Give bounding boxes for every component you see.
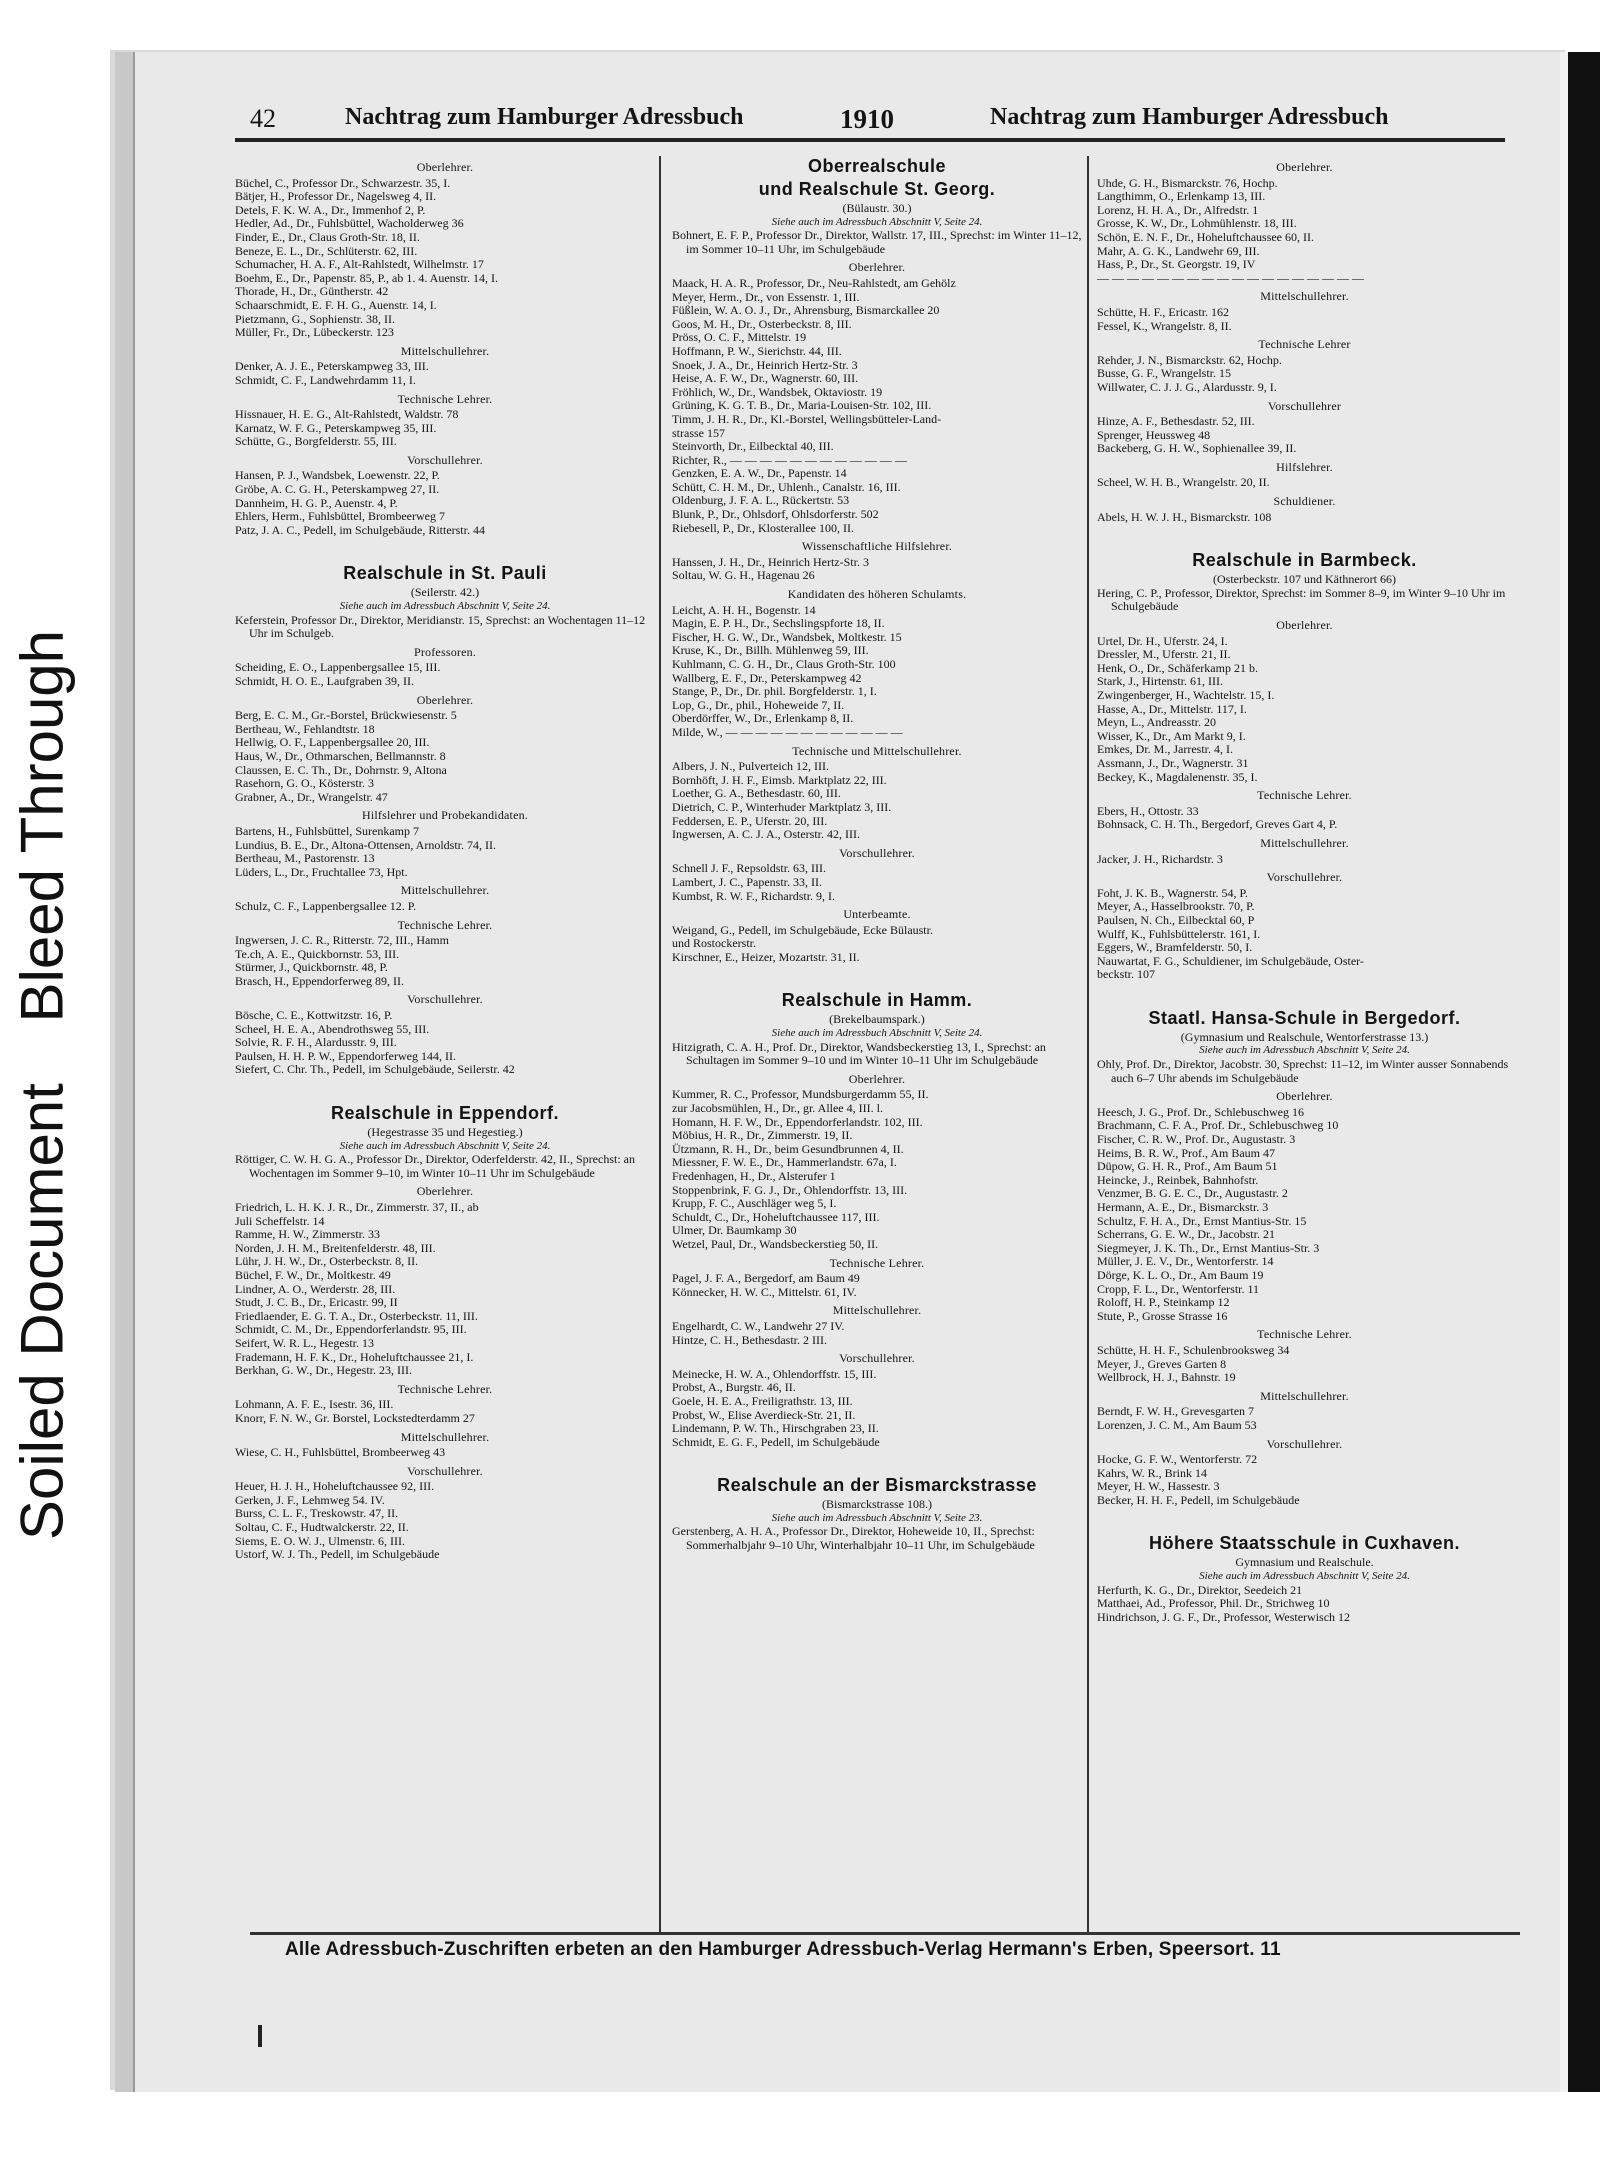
directory-entry: Beneze, E. L., Dr., Schlüterstr. 62, III.	[235, 244, 418, 258]
directory-entry: zur Jacobsmühlen, H., Dr., gr. Allee 4, III. l.	[672, 1102, 883, 1116]
directory-entry: Hermann, A. E., Dr., Bismarckstr. 3	[1097, 1201, 1269, 1214]
directory-entry: Oberdörffer, W., Dr., Erlenkamp 8, II.	[672, 712, 854, 726]
section-heading: Mittelschullehrer.	[832, 1303, 922, 1318]
directory-entry: Müller, J. E. V., Dr., Wentorferstr. 14	[1097, 1255, 1274, 1269]
directory-entry: Hissnauer, H. E. G., Alt-Rahlstedt, Waldstr. 78	[235, 408, 459, 422]
school-address: Gymnasium und Realschule.	[1235, 1555, 1374, 1570]
section-heading: Mittelschullehrer.	[1260, 1388, 1349, 1403]
directory-entry: Hintze, C. H., Bethesdastr. 2 III.	[672, 1333, 827, 1347]
directory-entry: Lohmann, A. F. E., Isestr. 36, III.	[235, 1398, 394, 1412]
directory-entry: Gerken, J. F., Lehmweg 54. IV.	[235, 1493, 385, 1507]
directory-entry: Paulsen, H. H. P. W., Eppendorferweg 144, II.	[235, 1049, 456, 1063]
directory-entry: Schnell J. F., Repsoldstr. 63, III.	[672, 862, 827, 876]
section-heading: Vorschullehrer.	[839, 1351, 915, 1366]
section-heading: Vorschullehrer.	[1266, 1436, 1343, 1451]
directory-entry: Brachmann, C. F. A., Prof. Dr., Schlebuschweg 10	[1097, 1119, 1339, 1133]
directory-entry: Frademann, H. F. K., Dr., Hoheluftchaussee 21, I.	[235, 1350, 474, 1364]
directory-entry: Norden, J. H. M., Breitenfelderstr. 48, III.	[235, 1241, 436, 1255]
directory-entry: Pagel, J. F. A., Bergedorf, am Baum 49	[672, 1272, 860, 1286]
director-entry: Bohnert, E. F. P., Professor Dr., Direktor, Wallstr. 17, III., Sprechst: im Winter 11–12, im Sommer 10–11 Uhr, im Schulgebäude	[672, 228, 1082, 256]
directory-entry: Hindrichson, J. G. F., Dr., Professor, Westerwisch 12	[1097, 1610, 1351, 1624]
section-heading: Wissenschaftliche Hilfslehrer.	[801, 539, 953, 554]
cross-reference-note: Siehe auch im Adressbuch Abschnitt V, Seite 24.	[339, 600, 551, 613]
school-heading: Oberrealschule	[807, 156, 947, 176]
directory-entry: und Rostockerstr.	[672, 937, 756, 951]
school-heading: Realschule an der Bismarckstrasse	[717, 1475, 1037, 1496]
directory-entry: Busse, G. F., Wrangelstr. 15	[1097, 367, 1231, 381]
directory-entry: Hasse, A., Dr., Mittelstr. 117, I.	[1097, 702, 1247, 716]
directory-entry: Füßlein, W. A. O. J., Dr., Ahrensburg, Bismarckallee 20	[672, 304, 940, 318]
section-heading: Technische Lehrer.	[1257, 1327, 1352, 1342]
directory-entry: Schmidt, H. O. E., Laufgraben 39, II.	[235, 675, 414, 688]
directory-entry: Fredenhagen, H., Dr., Alsterufer 1	[672, 1170, 836, 1183]
directory-entry: Goos, M. H., Dr., Osterbeckstr. 8, III.	[672, 317, 852, 331]
directory-entry: Bohnsack, C. H. Th., Bergedorf, Greves Gart 4, P.	[1097, 818, 1338, 832]
directory-entry: Lühr, J. H. W., Dr., Osterbeckstr. 8, II.	[235, 1255, 419, 1269]
section-heading: Oberlehrer.	[416, 1184, 474, 1199]
cross-reference-note: Siehe auch im Adressbuch Abschnitt V, Seite 24.	[1199, 1044, 1410, 1057]
directory-entry: Schumacher, H. A. F., Alt-Rahlstedt, Wilhelmstr. 17	[235, 258, 484, 272]
column-divider	[1087, 156, 1089, 1934]
directory-entry: Dressler, M., Uferstr. 21, II.	[1097, 648, 1231, 662]
directory-entry: Maack, H. A. R., Professor, Dr., Neu-Rahlstedt, am Gehölz	[672, 276, 956, 290]
directory-entry: Dannheim, H. G. P., Auenstr. 4, P.	[235, 496, 398, 510]
section-heading: Hilfslehrer und Probekandidaten.	[361, 808, 529, 823]
directory-entry: Karnatz, W. F. G., Peterskampweg 35, III.	[235, 421, 437, 435]
directory-entry: Bertheau, M., Pastorenstr. 13	[235, 852, 375, 866]
directory-entry: Stange, P., Dr., Dr. phil. Borgfelderstr. 1, I.	[672, 685, 877, 699]
header-right-title: Nachtrag zum Hamburger Adressbuch	[990, 104, 1389, 130]
directory-entry: Möbius, H. R., Dr., Zimmerstr. 19, II.	[672, 1129, 853, 1143]
school-heading: und Realschule St. Georg.	[758, 179, 996, 199]
directory-entry: Gröbe, A. C. G. H., Peterskampweg 27, II.	[235, 483, 440, 497]
directory-entry: Miessner, F. W. E., Dr., Hammerlandstr. 67a, I.	[672, 1156, 897, 1170]
directory-entry: Ebers, H., Ottostr. 33	[1097, 804, 1199, 818]
directory-entry: Wallberg, E. F., Dr., Peterskampweg 42	[672, 671, 862, 685]
directory-entry: Berg, E. C. M., Gr.-Borstel, Brückwiesenstr. 5	[235, 709, 457, 723]
section-heading: Oberlehrer.	[848, 260, 906, 275]
directory-entry: Krupp, F. C., Auschläger weg 5, I.	[672, 1197, 837, 1211]
directory-entry: Loether, G. A., Bethesdastr. 60, III.	[672, 787, 841, 801]
directory-entry: Grabner, A., Dr., Wrangelstr. 47	[235, 790, 388, 804]
cross-reference-note: Siehe auch im Adressbuch Abschnitt V, Seite 24.	[771, 215, 983, 228]
side-label-text	[8, 608, 77, 1562]
page-binding-edge	[115, 52, 135, 2092]
directory-entry: — — — — — — — — — — — — — — — — — —	[1097, 271, 1364, 285]
directory-entry: Beckey, K., Magdalenenstr. 35, I.	[1097, 770, 1258, 784]
section-heading: Technische Lehrer.	[397, 917, 493, 932]
section-heading: Mittelschullehrer.	[1260, 835, 1349, 850]
directory-entry: Backeberg, G. H. W., Sophienallee 39, II.	[1097, 442, 1297, 456]
directory-entry: Jacker, J. H., Richardstr. 3	[1097, 852, 1223, 866]
directory-entry: Heuer, H. J. H., Hoheluftchaussee 92, III.	[235, 1480, 435, 1494]
directory-entry: Siems, E. O. W. J., Ulmenstr. 6, III.	[235, 1534, 405, 1548]
directory-entry: Ustorf, W. J. Th., Pedell, im Schulgebäude	[235, 1548, 440, 1562]
section-heading: Technische Lehrer.	[1257, 788, 1352, 803]
directory-entry: Schütte, H. F., Ericastr. 162	[1097, 305, 1230, 319]
section-heading: Technische und Mittelschullehrer.	[792, 743, 962, 758]
directory-entry: Cropp, F. L., Dr., Wentorferstr. 11	[1097, 1282, 1260, 1296]
section-heading: Oberlehrer.	[416, 160, 474, 174]
directory-entry: Müller, Fr., Dr., Lübeckerstr. 123	[235, 326, 394, 340]
publisher-footer: Alle Adressbuch-Zuschriften erbeten an den Hamburger Adressbuch-Verlag Hermann's Erben, Speersort. 11	[285, 1939, 1281, 1960]
directory-entry: Brasch, H., Eppendorferweg 89, II.	[235, 974, 404, 988]
directory-entry: Lindemann, P. W. Th., Hirschgraben 23, II.	[672, 1422, 879, 1436]
directory-entry: Kruse, K., Dr., Billh. Mühlenweg 59, III.	[672, 644, 869, 658]
section-heading: Hilfslehrer.	[1276, 459, 1333, 474]
directory-entry: Schmidt, E. G. F., Pedell, im Schulgebäude	[672, 1435, 880, 1449]
directory-entry: Hedler, Ad., Dr., Fuhlsbüttel, Wacholderweg 36	[235, 217, 464, 231]
directory-entry: Ützmann, R. H., Dr., beim Gesundbrunnen 4, II.	[672, 1142, 904, 1156]
directory-entry: Claussen, E. C. Th., Dr., Dohrnstr. 9, Altona	[235, 763, 447, 777]
directory-entry: Kuhlmann, C. G. H., Dr., Claus Groth-Str. 100	[672, 658, 896, 671]
directory-entry: Meyer, H. W., Hassestr. 3	[1097, 1480, 1220, 1494]
directory-entry: Bartens, H., Fuhlsbüttel, Surenkamp 7	[235, 824, 419, 838]
directory-entry: Grosse, K. W., Dr., Lohmühlenstr. 18, III.	[1097, 217, 1297, 231]
directory-entry: Detels, F. K. W. A., Dr., Immenhof 2, P.	[235, 203, 426, 217]
directory-entry: Schaarschmidt, E. F. H. G., Auenstr. 14, I.	[235, 298, 437, 312]
header-year: 1910	[840, 104, 894, 134]
directory-entry: Schuldt, C., Dr., Hoheluftchaussee 117, III.	[672, 1210, 880, 1224]
directory-entry: Friedlaender, E. G. T. A., Dr., Osterbeckstr. 11, III.	[235, 1309, 478, 1323]
footer-rule	[250, 1932, 1520, 1935]
directory-entry: Stark, J., Hirtenstr. 61, III.	[1097, 675, 1223, 689]
directory-entry: Scheel, W. H. B., Wrangelstr. 20, II.	[1097, 476, 1270, 490]
section-heading: Kandidaten des höheren Schulamts.	[787, 587, 967, 602]
directory-entry: Dörge, K. L. O., Dr., Am Baum 19	[1097, 1268, 1264, 1282]
directory-entry: Meyn, L., Andreasstr. 20	[1097, 716, 1216, 730]
directory-entry: Berndt, F. W. H., Grevesgarten 7	[1097, 1405, 1255, 1419]
section-heading: Mittelschullehrer.	[400, 1429, 490, 1444]
directory-entry: Milde, W., — — — — — — — — — — — —	[672, 725, 903, 739]
section-heading: Oberlehrer.	[416, 692, 474, 707]
section-heading: Vorschullehrer.	[407, 452, 483, 467]
school-address: (Brekelbaumspark.)	[829, 1012, 925, 1027]
section-heading: Professoren.	[413, 644, 477, 659]
directory-entry: Scheiding, E. O., Lappenbergsallee 15, III.	[235, 661, 441, 675]
directory-entry: Hinze, A. F., Bethesdastr. 52, III.	[1097, 415, 1255, 429]
directory-entry: Abels, H. W. J. H., Bismarckstr. 108	[1097, 510, 1272, 524]
directory-entry: beckstr. 107	[1097, 968, 1155, 982]
directory-entry: Timm, J. H. R., Dr., Kl.-Borstel, Wellingsbütteler-Land-	[672, 412, 942, 426]
director-entry: Ohly, Prof. Dr., Direktor, Jacobstr. 30, Sprechst: 11–12, im Winter ausser Sonnabends auch 6–7 Uhr abends im Schulgebäude	[1097, 1057, 1509, 1085]
directory-entry: Weigand, G., Pedell, im Schulgebäude, Ecke Bülaustr.	[672, 923, 933, 937]
section-heading: Oberlehrer.	[1276, 1089, 1333, 1104]
directory-entry: Schön, E. N. F., Dr., Hoheluftchaussee 60, II.	[1097, 230, 1315, 244]
directory-entry: Scheel, H. E. A., Abendrothsweg 55, III.	[235, 1022, 430, 1036]
directory-entry: Emkes, Dr. M., Jarrestr. 4, I.	[1097, 743, 1233, 757]
directory-entry: Bertheau, W., Fehlandtstr. 18	[235, 722, 375, 736]
directory-entry: Schultz, F. H. A., Dr., Ernst Mantius-Str. 15	[1097, 1214, 1307, 1228]
column-left	[235, 156, 655, 1934]
directory-entry: Probst, W., Elise Averdieck-Str. 21, II.	[672, 1408, 856, 1422]
section-heading: Oberlehrer.	[1276, 618, 1333, 633]
directory-entry: Oldenburg, J. F. A. L., Rückertstr. 53	[672, 494, 850, 508]
side-label-part2: Bleed Through	[8, 629, 76, 1023]
directory-entry: Stoppenbrink, F. G. J., Dr., Ohlendorffstr. 13, III.	[672, 1183, 908, 1197]
school-heading: Realschule in Eppendorf.	[330, 1103, 560, 1124]
directory-entry: Boehm, E., Dr., Papenstr. 85, P., ab 1. 4. Auenstr. 14, I.	[235, 271, 498, 285]
section-heading: Mittelschullehrer.	[400, 883, 490, 898]
directory-entry: Bätjer, H., Professor Dr., Nagelsweg 4, II.	[235, 190, 437, 204]
header-left-title: Nachtrag zum Hamburger Adressbuch	[345, 104, 744, 130]
section-heading: Technische Lehrer	[1258, 337, 1351, 352]
directory-entry: Schütte, H. H. F., Schulenbrooksweg 34	[1097, 1343, 1290, 1357]
directory-entry: Meyer, J., Greves Garten 8	[1097, 1357, 1227, 1371]
directory-entry: Albers, J. N., Pulverteich 12, III.	[672, 760, 829, 774]
school-heading: Realschule in Hamm.	[781, 990, 973, 1011]
director-entry: Röttiger, C. W. H. G. A., Professor Dr., Direktor, Oderfelderstr. 42, II., Sprechst: an Wochentagen im Sommer 9–10, im Winter 10–11 Uhr im Schulgebäude	[235, 1152, 635, 1180]
directory-entry: Wisser, K., Dr., Am Markt 9, I.	[1097, 729, 1246, 743]
directory-entry: Te.ch, A. E., Quickbornstr. 53, III.	[235, 947, 400, 961]
directory-entry: Ingwersen, J. C. R., Ritterstr. 72, III., Hamm	[235, 934, 449, 948]
school-address: (Seilerstr. 42.)	[410, 585, 480, 600]
section-heading: Vorschullehrer	[1267, 398, 1342, 413]
scan-bottom-margin	[115, 2092, 1600, 2177]
directory-entry: Meyer, Herm., Dr., von Essenstr. 1, III.	[672, 290, 860, 304]
school-heading: Höhere Staatsschule in Cuxhaven.	[1148, 1533, 1461, 1554]
directory-entry: Kahrs, W. R., Brink 14	[1097, 1466, 1208, 1480]
section-heading: Schuldiener.	[1273, 494, 1336, 509]
directory-entry: Herfurth, K. G., Dr., Direktor, Seedeich 21	[1097, 1583, 1303, 1597]
directory-entry: Heise, A. F. W., Dr., Wagnerstr. 60, III.	[672, 372, 859, 386]
directory-entry: Steinvorth, Dr., Eilbecktal 40, III.	[672, 440, 834, 454]
directory-entry: Lorenzen, J. C. M., Am Baum 53	[1097, 1418, 1257, 1432]
directory-entry: Riebesell, P., Dr., Klosterallee 100, II.	[672, 521, 854, 535]
director-entry: Gerstenberg, A. H. A., Professor Dr., Direktor, Hoheweide 10, II., Sprechst: Sommerhalbjahr 9–10 Uhr, Winterhalbjahr 10–11 Uhr, im Schulgebäude	[672, 1524, 1035, 1553]
directory-entry: Rehder, J. N., Bismarckstr. 62, Hochp.	[1097, 353, 1282, 367]
directory-entry: Lindner, A. O., Werderstr. 28, III.	[235, 1282, 396, 1296]
side-label	[0, 0, 80, 2177]
directory-entry: Wellbrock, H. J., Bahnstr. 19	[1097, 1371, 1236, 1385]
directory-entry: Meinecke, H. W. A., Ohlendorffstr. 15, III.	[672, 1367, 877, 1381]
directory-entry: Engelhardt, C. W., Landwehr 27 IV.	[672, 1319, 845, 1333]
directory-entry: Ramme, H. W., Zimmerstr. 33	[235, 1228, 380, 1242]
directory-entry: Lambert, J. C., Papenstr. 33, II.	[672, 875, 822, 889]
directory-entry: Rasehorn, G. O., Kösterstr. 3	[235, 777, 374, 791]
directory-entry: Bornhöft, J. H. F., Eimsb. Marktplatz 22, III.	[672, 773, 887, 787]
directory-entry: Finder, E., Dr., Claus Groth-Str. 18, II.	[235, 230, 420, 244]
directory-entry: Pröss, O. C. F., Mittelstr. 19	[672, 331, 807, 345]
directory-entry: Scherrans, G. E. W., Dr., Jacobstr. 21	[1097, 1228, 1275, 1242]
directory-entry: Friedrich, L. H. K. J. R., Dr., Zimmerstr. 37, II., ab	[235, 1201, 479, 1214]
directory-entry: Lüders, L., Dr., Fruchtallee 73, Hpt.	[235, 865, 408, 879]
directory-entry: strasse 157	[672, 426, 725, 440]
directory-entry: Fischer, H. G. W., Dr., Wandsbek, Moltkestr. 15	[672, 630, 902, 644]
directory-entry: Dietrich, C. P., Winterhuder Marktplatz 3, III.	[672, 800, 892, 814]
directory-entry: Grüning, K. G. T. B., Dr., Maria-Louisen-Str. 102, III.	[672, 399, 932, 413]
director-entry: Keferstein, Professor Dr., Direktor, Meridianstr. 15, Sprechst: an Wochentagen 11–12 Uhr im Schulgeb.	[235, 612, 646, 641]
directory-entry: Assmann, J., Dr., Wagnerstr. 31	[1097, 756, 1249, 770]
directory-entry: Langthimm, O., Erlenkamp 13, III.	[1097, 190, 1266, 204]
section-heading: Technische Lehrer.	[829, 1255, 925, 1270]
directory-entry: Studt, J. C. B., Dr., Ericastr. 99, II	[235, 1296, 398, 1310]
section-heading: Vorschullehrer.	[839, 845, 915, 860]
section-heading: Mittelschullehrer.	[1260, 289, 1349, 304]
cross-reference-note: Siehe auch im Adressbuch Abschnitt V, Seite 24.	[339, 1139, 551, 1152]
directory-entry: Kirschner, E., Heizer, Mozartstr. 31, II.	[672, 950, 860, 964]
directory-entry: Düpow, G. H. R., Prof., Am Baum 51	[1097, 1160, 1278, 1174]
directory-entry: Wiese, C. H., Fuhlsbüttel, Brombeerweg 43	[235, 1446, 446, 1460]
directory-entry: Soltau, C. F., Hudtwalckerstr. 22, II.	[235, 1521, 409, 1535]
directory-entry: Siegmeyer, J. K. Th., Dr., Ernst Mantius-Str. 3	[1097, 1241, 1320, 1255]
directory-entry: Heims, B. R. W., Prof., Am Baum 47	[1097, 1146, 1276, 1160]
directory-entry: Sprenger, Heussweg 48	[1097, 428, 1211, 442]
school-heading: Realschule in Barmbeck.	[1192, 550, 1417, 571]
directory-entry: Ulmer, Dr. Baumkamp 30	[672, 1224, 797, 1238]
directory-entry: Schulz, C. F., Lappenbergsallee 12. P.	[235, 899, 417, 913]
directory-entry: Hansen, P. J., Wandsbek, Loewenstr. 22, P.	[235, 469, 440, 483]
directory-entry: Berkhan, G. W., Dr., Hegestr. 23, III.	[235, 1364, 412, 1378]
directory-entry: Kumbst, R. W. F., Richardstr. 9, I.	[672, 889, 836, 903]
school-address: (Osterbeckstr. 107 und Käthnerort 66)	[1213, 572, 1396, 587]
directory-entry: Hocke, G. F. W., Wentorferstr. 72	[1097, 1453, 1258, 1467]
directory-entry: Thorade, H., Dr., Güntherstr. 42	[235, 285, 389, 299]
directory-entry: Hanssen, J. H., Dr., Heinrich Hertz-Str. 3	[672, 555, 869, 569]
directory-entry: Kummer, R. C., Professor, Mundsburgerdamm 55, II.	[672, 1088, 929, 1102]
directory-entry: Mahr, A. G. K., Landwehr 69, III.	[1097, 244, 1260, 258]
directory-entry: Blunk, P., Dr., Ohlsdorf, Ohlsdorferstr. 502	[672, 508, 879, 522]
section-heading: Vorschullehrer.	[407, 1463, 483, 1478]
directory-entry: Schütte, G., Borgfelderstr. 55, III.	[235, 435, 397, 449]
directory-entry: Seifert, W. R. L., Hegestr. 13	[235, 1336, 374, 1350]
page-header	[250, 100, 1500, 140]
directory-entry: Könnecker, H. W. C., Mittelstr. 61, IV.	[672, 1285, 857, 1299]
directory-entry: Uhde, G. H., Bismarckstr. 76, Hochp.	[1097, 176, 1278, 190]
section-heading: Vorschullehrer.	[407, 992, 483, 1007]
school-heading: Realschule in St. Pauli	[343, 563, 547, 584]
directory-entry: Schütt, C. H. M., Dr., Uhlenh., Canalstr. 16, III.	[672, 480, 901, 494]
directory-entry: Juli Scheffelstr. 14	[235, 1214, 325, 1228]
scan-mark	[258, 2025, 262, 2047]
directory-entry: Wetzel, Paul, Dr., Wandsbeckerstieg 50, II.	[672, 1237, 879, 1251]
directory-entry: Hellwig, O. F., Lappenbergsallee 20, III.	[235, 736, 430, 750]
section-heading: Vorschullehrer.	[1266, 870, 1343, 885]
directory-entry: Soltau, W. G. H., Hagenau 26	[672, 569, 815, 583]
directory-entry: Fischer, C. R. W., Prof. Dr., Augustastr. 3	[1097, 1133, 1296, 1147]
directory-entry: Magin, E. P. H., Dr., Sechslingspforte 18, II.	[672, 617, 885, 631]
column-divider	[659, 156, 661, 1934]
director-entry: Hering, C. P., Professor, Direktor, Sprechst: im Sommer 8–9, im Winter 9–10 Uhr im Schulgebäude	[1097, 585, 1506, 614]
directory-entry: Hoffmann, P. W., Sierichstr. 44, III.	[672, 344, 842, 358]
directory-entry: Knorr, F. N. W., Gr. Borstel, Lockstedterdamm 27	[235, 1411, 475, 1425]
directory-entry: Richter, R., — — — — — — — — — — — —	[672, 453, 907, 467]
directory-entry: Henk, O., Dr., Schäferkamp 21 b.	[1097, 661, 1258, 675]
directory-entry: Schmidt, C. F., Landwehrdamm 11, I.	[235, 373, 416, 387]
directory-entry: Wulff, K., Fuhlsbüttelerstr. 161, I.	[1097, 927, 1261, 941]
directory-entry: Hass, P., Dr., St. Georgstr. 19, IV	[1097, 258, 1256, 272]
school-address: (Bülaustr. 30.)	[842, 201, 912, 215]
directory-entry: Eggers, W., Bramfelderstr. 50, I.	[1097, 941, 1253, 955]
director-entry: Hitzigrath, C. A. H., Prof. Dr., Direktor, Wandsbeckerstieg 13, I., Sprechst: an Schultagen im Sommer 9–10 und im Winter 10–11 Uhr im Schulgebäude	[672, 1039, 1046, 1068]
directory-entry: Matthaei, Ad., Professor, Phil. Dr., Strichweg 10	[1097, 1597, 1330, 1611]
page-number: 42	[250, 104, 276, 133]
cross-reference-note: Siehe auch im Adressbuch Abschnitt V, Seite 23.	[771, 1511, 983, 1524]
directory-entry: Foht, J. K. B., Wagnerstr. 54, P.	[1097, 886, 1248, 900]
section-heading: Technische Lehrer.	[397, 1381, 493, 1396]
directory-entry: Roloff, H. P., Steinkamp 12	[1097, 1296, 1230, 1310]
directory-entry: Ingwersen, A. C. J. A., Osterstr. 42, III.	[672, 828, 860, 842]
directory-entry: Paulsen, N. Ch., Eilbecktal 60, P	[1097, 913, 1255, 927]
directory-entry: Haus, W., Dr., Othmarschen, Bellmannstr. 8	[235, 749, 446, 763]
school-address: (Hegestrasse 35 und Hegestieg.)	[367, 1125, 523, 1140]
column-middle	[672, 156, 1082, 1934]
directory-entry: Venzmer, B. G. E. C., Dr., Augustastr. 2	[1097, 1187, 1288, 1201]
directory-entry: Lop, G., Dr., phil., Hoheweide 7, II.	[672, 698, 845, 712]
directory-entry: Bösche, C. E., Kottwitzstr. 16, P.	[235, 1009, 393, 1023]
directory-entry: Solvie, R. F. H., Alardusstr. 9, III.	[235, 1036, 397, 1050]
directory-entry: Patz, J. A. C., Pedell, im Schulgebäude, Ritterstr. 44	[235, 523, 485, 537]
cross-reference-note: Siehe auch im Adressbuch Abschnitt V, Seite 24.	[1199, 1570, 1410, 1583]
header-rule	[235, 138, 1505, 142]
directory-entry: Willwater, C. J. J. G., Alardusstr. 9, I.	[1097, 380, 1277, 394]
directory-entry: Homann, H. F. W., Dr., Eppendorferlandstr. 102, III.	[672, 1115, 923, 1129]
school-heading: Staatl. Hansa-Schule in Bergedorf.	[1148, 1007, 1461, 1028]
directory-entry: Heesch, J. G., Prof. Dr., Schlebuschweg 16	[1097, 1105, 1304, 1119]
directory-entry: Heincke, J., Reinbek, Bahnhofstr.	[1097, 1173, 1259, 1187]
directory-entry: Büchel, C., Professor Dr., Schwarzestr. 35, I.	[235, 176, 451, 190]
section-heading: Unterbeamte.	[843, 907, 911, 922]
directory-entry: Schmidt, C. M., Dr., Eppendorferlandstr. 95, III.	[235, 1323, 467, 1337]
directory-entry: Becker, H. H. F., Pedell, im Schulgebäude	[1097, 1493, 1300, 1507]
directory-entry: Urtel, Dr. H., Uferstr. 24, I.	[1097, 634, 1228, 648]
column-right	[1097, 156, 1512, 1934]
directory-entry: Snoek, J. A., Dr., Heinrich Hertz-Str. 3	[672, 358, 858, 372]
directory-entry: Probst, A., Burgstr. 46, II.	[672, 1381, 796, 1395]
section-heading: Technische Lehrer.	[397, 391, 493, 406]
directory-entry: Denker, A. J. E., Peterskampweg 33, III.	[235, 360, 429, 374]
side-label-part1: Soiled Document	[8, 1083, 76, 1541]
cross-reference-note: Siehe auch im Adressbuch Abschnitt V, Seite 24.	[771, 1027, 983, 1040]
directory-entry: Zwingenberger, H., Wachtelstr. 15, I.	[1097, 689, 1275, 702]
section-heading: Oberlehrer.	[1276, 160, 1333, 174]
school-address: (Gymnasium und Realschule, Wentorferstrasse 13.)	[1180, 1029, 1429, 1044]
directory-entry: Büchel, F. W., Dr., Moltkestr. 49	[235, 1268, 391, 1282]
directory-entry: Stürmer, J., Quickbornstr. 48, P.	[235, 961, 388, 975]
directory-entry: Burss, C. L. F., Treskowstr. 47, II.	[235, 1507, 399, 1521]
directory-entry: Ehlers, Herm., Fuhlsbüttel, Brombeerweg 7	[235, 510, 445, 524]
directory-entry: Nauwartat, F. G., Schuldiener, im Schulgebäude, Oster-	[1097, 954, 1364, 968]
section-heading: Oberlehrer.	[848, 1071, 906, 1086]
directory-entry: Genzken, E. A. W., Dr., Papenstr. 14	[672, 467, 847, 481]
school-address: (Bismarckstrasse 108.)	[822, 1497, 932, 1512]
section-heading: Mittelschullehrer.	[400, 343, 490, 358]
directory-entry: Leicht, A. H. H., Bogenstr. 14	[672, 603, 816, 617]
directory-entry: Fröhlich, W., Dr., Wandsbek, Oktaviostr. 19	[672, 385, 883, 399]
directory-entry: Lorenz, H. H. A., Dr., Alfredstr. 1	[1097, 203, 1259, 217]
directory-entry: Meyer, A., Hasselbrookstr. 70, P.	[1097, 900, 1255, 914]
directory-entry: Feddersen, E. P., Uferstr. 20, III.	[672, 814, 828, 828]
directory-entry: Pietzmann, G., Sophienstr. 38, II.	[235, 312, 395, 326]
directory-entry: Goele, H. E. A., Freiligrathstr. 13, III.	[672, 1394, 853, 1408]
directory-entry: Fessel, K., Wrangelstr. 8, II.	[1097, 319, 1232, 333]
directory-entry: Siefert, C. Chr. Th., Pedell, im Schulgebäude, Seilerstr. 42	[235, 1063, 515, 1077]
directory-entry: Stute, P., Grosse Strasse 16	[1097, 1309, 1228, 1323]
scan-right-edge	[1560, 52, 1600, 2092]
directory-entry: Lundius, B. E., Dr., Altona-Ottensen, Arnoldstr. 74, II.	[235, 838, 496, 852]
